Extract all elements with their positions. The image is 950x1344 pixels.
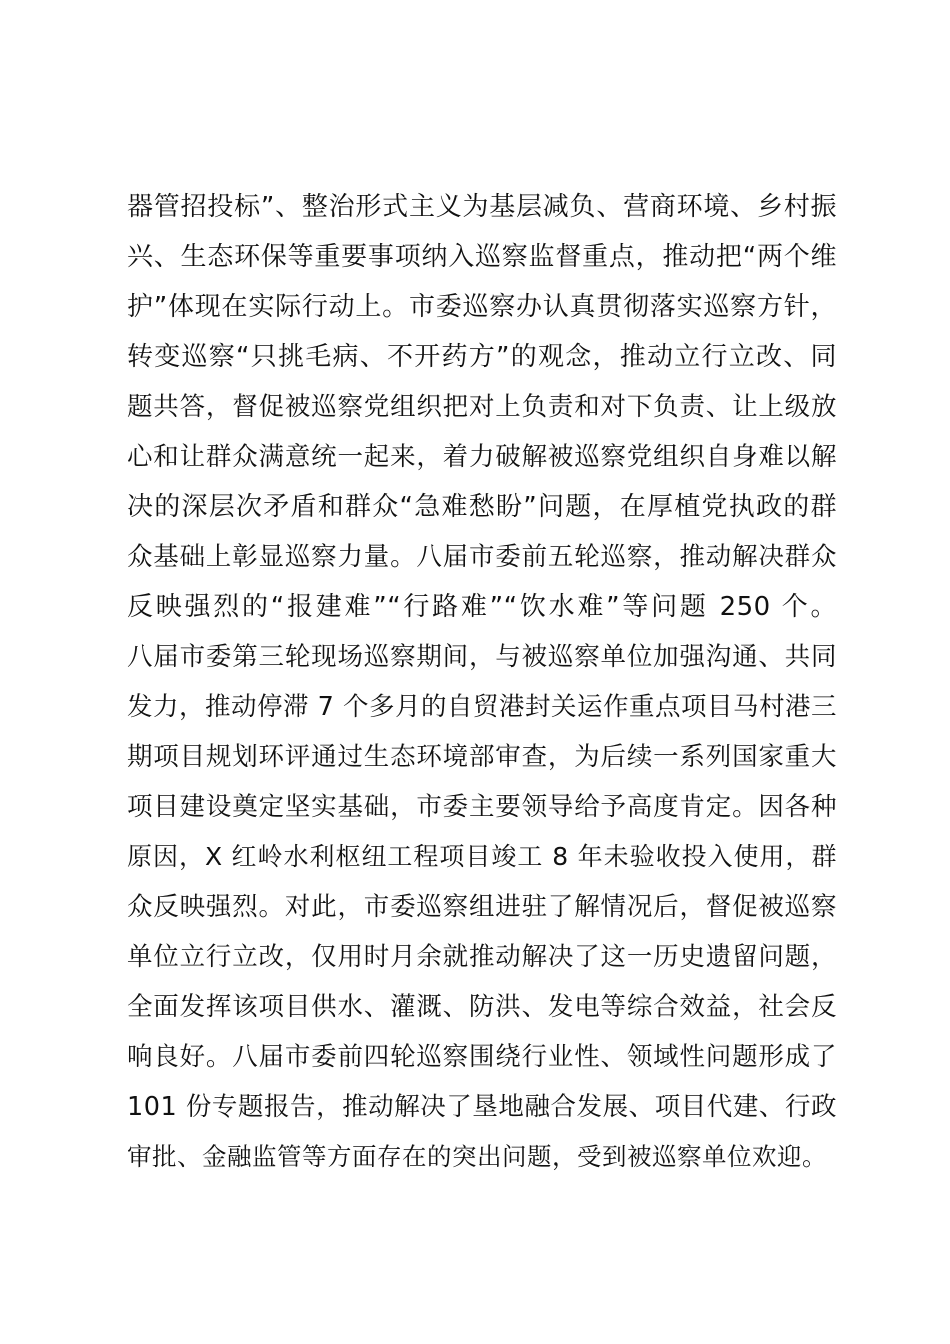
text-line: 众反映强烈。对此，市委巡察组进驻了解情况后，督促被巡察	[127, 892, 837, 922]
text-line: 单位立行立改，仅用时月余就推动解决了这一历史遗留问题，	[127, 942, 837, 972]
text-line: 响良好。八届市委前四轮巡察围绕行业性、领域性问题形成了	[127, 1042, 837, 1072]
text-line: 期项目规划环评通过生态环境部审查，为后续一系列国家重大	[127, 742, 837, 772]
text-line: 反映强烈的“报建难”“行路难”“饮水难”等问题 250 个。	[127, 592, 837, 622]
text-line: 兴、生态环保等重要事项纳入巡察监督重点，推动把“两个维	[127, 242, 837, 272]
text-line: 原因，X 红岭水利枢纽工程项目竣工 8 年未验收投入使用，群	[127, 842, 837, 871]
text-line: 决的深层次矛盾和群众“急难愁盼”问题，在厚植党执政的群	[127, 492, 837, 522]
text-line: 发力，推动停滞 7 个多月的自贸港封关运作重点项目马村港三	[127, 692, 837, 722]
body-paragraph	[127, 182, 837, 1182]
text-line: 器管招投标”、整治形式主义为基层减负、营商环境、乡村振	[127, 192, 837, 222]
text-line: 心和让群众满意统一起来，着力破解被巡察党组织自身难以解	[127, 442, 837, 472]
text-line: 审批、金融监管等方面存在的突出问题，受到被巡察单位欢迎。	[127, 1142, 827, 1171]
text-line: 101 份专题报告，推动解决了垦地融合发展、项目代建、行政	[127, 1092, 837, 1122]
text-line: 题共答，督促被巡察党组织把对上负责和对下负责、让上级放	[127, 392, 837, 422]
text-line: 护”体现在实际行动上。市委巡察办认真贯彻落实巡察方针，	[127, 292, 837, 322]
text-line: 项目建设奠定坚实基础，市委主要领导给予高度肯定。因各种	[127, 792, 837, 822]
text-line: 八届市委第三轮现场巡察期间，与被巡察单位加强沟通、共同	[127, 642, 837, 672]
text-line: 众基础上彰显巡察力量。八届市委前五轮巡察，推动解决群众	[127, 542, 837, 572]
text-line: 转变巡察“只挑毛病、不开药方”的观念，推动立行立改、同	[127, 342, 837, 372]
text-line: 全面发挥该项目供水、灌溉、防洪、发电等综合效益，社会反	[127, 992, 837, 1022]
